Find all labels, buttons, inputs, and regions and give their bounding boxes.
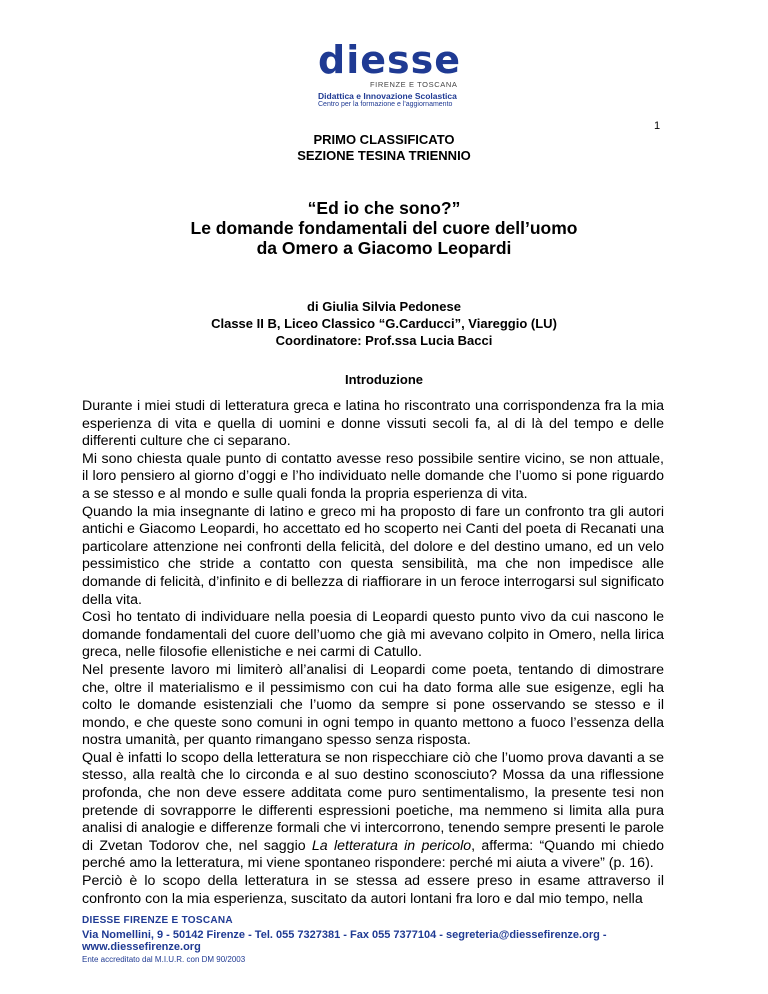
paragraph: Durante i miei studi di letteratura greca e latina ho riscontrato una corrispondenza fra la mia esperienza di vita e quella di uomini e donne vissuti secoli fa, al di là del tempo e delle differenti culture che ci separano. [82, 398, 664, 450]
footer-contacts: Via Nomellini, 9 - 50142 Firenze - Tel. 055 7327381 - Fax 055 7377104 - segreteria@diessefirenze.org - www.diessefirenze.org [82, 929, 607, 953]
title-line-1: “Ed io che sono?” [307, 198, 461, 218]
footer-accreditation: Ente accreditato dal M.I.U.R. con DM 90/2003 [82, 955, 246, 964]
page-number: 1 [654, 120, 661, 132]
diesse-logo [318, 40, 468, 108]
logo-subtagline: Centro per la formazione e l'aggiornamento [318, 101, 453, 108]
section-title: Introduzione [345, 372, 423, 387]
award-line-2: SEZIONE TESINA TRIENNIO [297, 148, 471, 163]
paragraph: Così ho tentato di individuare nella poesia di Leopardi questo punto vivo da cui nascono le domande fondamentali del cuore dell’uomo che già mi avevano colpito in Omero, nella lirica greca, nelle filosofie ellenistiche e nei carmi di Catullo. [82, 609, 664, 661]
title-line-2: Le domande fondamentali del cuore dell’uomo [190, 218, 578, 238]
title-line-3: da Omero a Giacomo Leopardi [256, 238, 512, 258]
paragraph: Quando la mia insegnante di latino e greco mi ha proposto di fare un confronto tra gli autori antichi e Giacomo Leopardi, ho accettato ed ho scoperto nei Canti del poeta di Recanati una particolare attenzione nei confronti della felicità, del dolore e del destino umano, ed un velo pessimistico che stride a contatto con questa sensibilità, ma che non impedisce alle domande di felicità, d’infinito e di bellezza di riaffiorare in un feroce interrogarsi sul significato della vita. [82, 503, 664, 608]
paragraph-part: Qual è infatti lo scopo della letteratura se non rispecchiare ciò che l’uomo prova davanti a se stesso, alla realtà che lo circonda e al suo destino sconosciuto? Mossa da una riflessione profonda, che non deve essere additata come puro sentimentalismo, la presente tesi non pretende di sovrapporre le differenti espressioni poetiche, ma nemmeno si limita alla pura analisi di analogie e differenze formali che vi intercorrono, tenendo sempre presenti le parole di Zvetan Todorov che, nel saggio [82, 749, 664, 854]
paragraph: Perciò è lo scopo della letteratura in se stessa ad essere preso in esame attraverso il confronto con la mia esperienza, suscitato da autori lontani fra loro e dal mio tempo, nella [82, 873, 664, 907]
paragraph: Nel presente lavoro mi limiterò all’analisi di Leopardi come poeta, tentando di dimostrare che, oltre il materialismo e il pessimismo con cui ha dato forma alle sue esigenze, egli ha colto le domande esistenziali che l’uomo da sempre si pone osservando se stesso e il mondo, e che queste sono comuni in ogni tempo in quanto mettono a fuoco l’essenza della nostra umanità, per quanto rimangano spesso senza risposta. [82, 661, 664, 749]
logo-region: FIRENZE E TOSCANA [370, 80, 458, 89]
logo-wordmark: diesse [318, 38, 462, 82]
paragraph-part: , afferma: “Quando mi chiedo perché amo la letteratura, mi viene spontaneo rispondere: perché mi aiuta a vivere” (p. 16). [82, 837, 665, 872]
award-line-1: PRIMO CLASSIFICATO [313, 132, 455, 147]
body-text [82, 398, 664, 908]
author-block [0, 298, 768, 349]
paragraph: Mi sono chiesta quale punto di contatto avesse reso possibile sentire vicino, se non attuale, il loro pensiero al giorno d’oggi e l’ho individuato nelle domande che l’uomo si pone riguardo a se stesso e al mondo e sulle quali fonda la propria esperienza di vita. [82, 450, 664, 502]
document-title [0, 198, 768, 258]
book-title: La letteratura in pericolo [311, 837, 472, 854]
footer-org: DIESSE FIRENZE E TOSCANA [82, 915, 233, 926]
paragraph [82, 750, 664, 873]
author-coordinator: Coordinatore: Prof.ssa Lucia Bacci [275, 333, 493, 348]
author-name: di Giulia Silvia Pedonese [307, 299, 461, 314]
award-heading [0, 132, 768, 164]
logo-tagline: Didattica e Innovazione Scolastica [318, 91, 457, 101]
page-footer [82, 915, 702, 964]
author-class: Classe II B, Liceo Classico “G.Carducci”, Viareggio (LU) [211, 316, 557, 331]
